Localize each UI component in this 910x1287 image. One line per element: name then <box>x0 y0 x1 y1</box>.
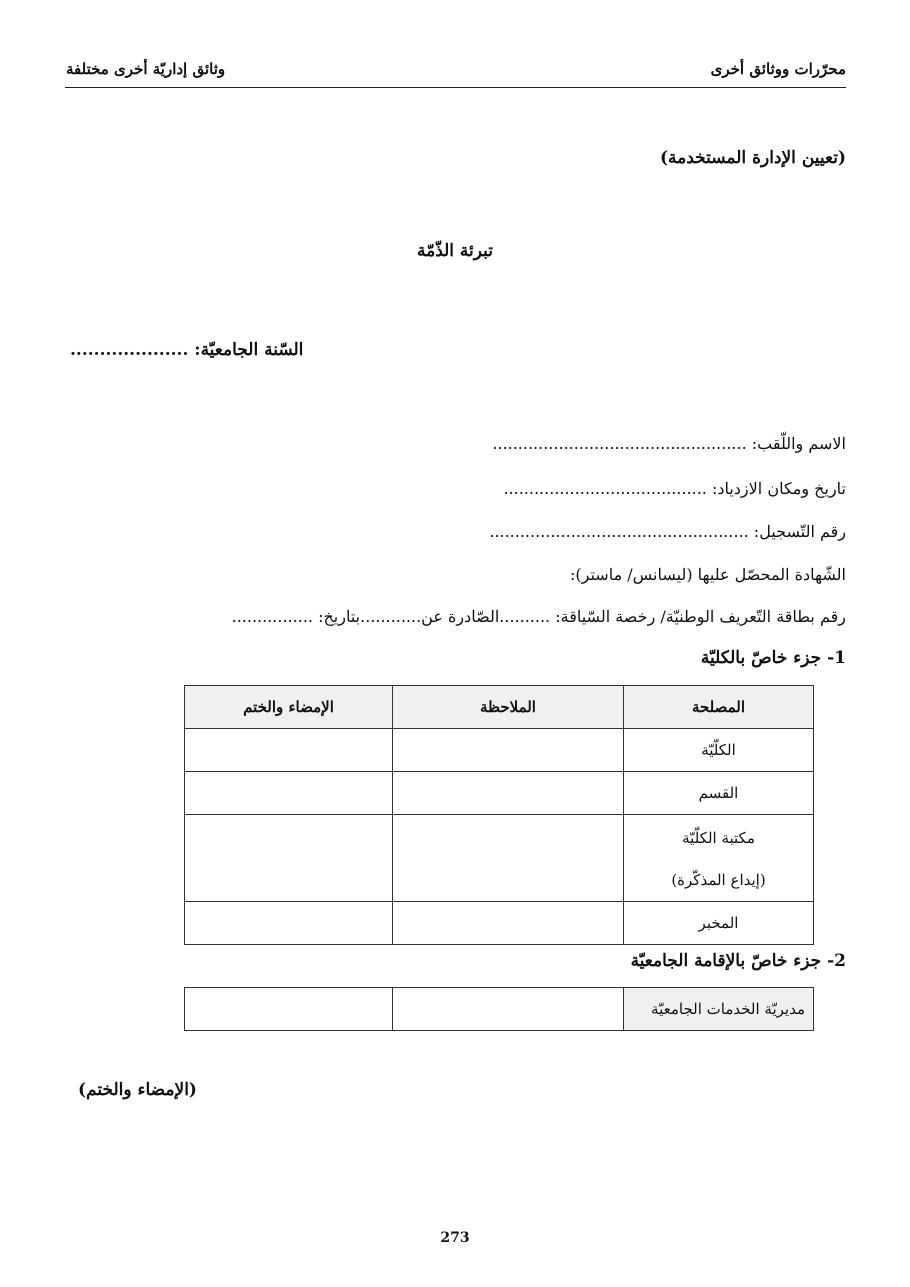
degree-field: الشّهادة المحصّل عليها (ليسانس/ ماستر): <box>570 565 846 584</box>
id-card-field: رقم بطاقة التّعريف الوطنيّة/ رخصة السّياقة: ..........الصّادرة عن............بتاريخ: ................ <box>231 607 846 626</box>
column-header-service: المصلحة <box>624 686 814 729</box>
service-cell: المخبر <box>624 902 814 945</box>
note-cell <box>393 988 624 1031</box>
section-2-title: 2- جزء خاصّ بالإقامة الجامعيّة <box>630 951 846 971</box>
service-cell: الكلّيّة <box>624 729 814 772</box>
note-cell <box>393 815 624 902</box>
name-field: الاسم واللّقب: .................................................. <box>492 434 846 453</box>
academic-year-field: السّنة الجامعيّة: .................... <box>70 340 304 360</box>
table-row <box>185 988 814 1031</box>
service-cell: القسم <box>624 772 814 815</box>
signature-cell <box>185 729 393 772</box>
signature-stamp-label: (الإمضاء والختم) <box>78 1080 197 1100</box>
residence-clearance-table <box>184 987 814 1031</box>
registration-field: رقم التّسجيل: ................................................... <box>489 522 846 541</box>
header-left-title: وثائق إداريّة أخرى مختلفة <box>66 60 226 78</box>
column-header-signature: الإمضاء والختم <box>185 686 393 729</box>
page-number: 273 <box>440 1230 470 1246</box>
table-row <box>185 729 814 772</box>
faculty-clearance-table <box>184 685 814 945</box>
signature-cell <box>185 772 393 815</box>
document-type: (تعيين الإدارة المستخدمة) <box>659 148 846 168</box>
service-note: (إيداع المذكّرة) <box>671 871 766 889</box>
service-name: مكتبة الكلّيّة <box>682 829 755 847</box>
header-right-title: محرّرات ووثائق أخرى <box>710 60 846 78</box>
birth-field: تاريخ ومكان الازدياد: ........................................ <box>503 479 846 498</box>
service-cell: مديريّة الخدمات الجامعيّة <box>624 988 814 1031</box>
signature-cell <box>185 815 393 902</box>
table-row <box>185 902 814 945</box>
table-header-row <box>185 686 814 729</box>
note-cell <box>393 902 624 945</box>
note-cell <box>393 772 624 815</box>
table-row <box>185 815 814 902</box>
signature-cell <box>185 902 393 945</box>
table-row <box>185 772 814 815</box>
signature-cell <box>185 988 393 1031</box>
column-header-note: الملاحظة <box>393 686 624 729</box>
service-cell <box>624 815 814 902</box>
header-divider <box>65 87 846 88</box>
document-title: تبرئة الذّمّة <box>416 241 494 261</box>
note-cell <box>393 729 624 772</box>
section-1-title: 1- جزء خاصّ بالكليّة <box>700 648 846 668</box>
